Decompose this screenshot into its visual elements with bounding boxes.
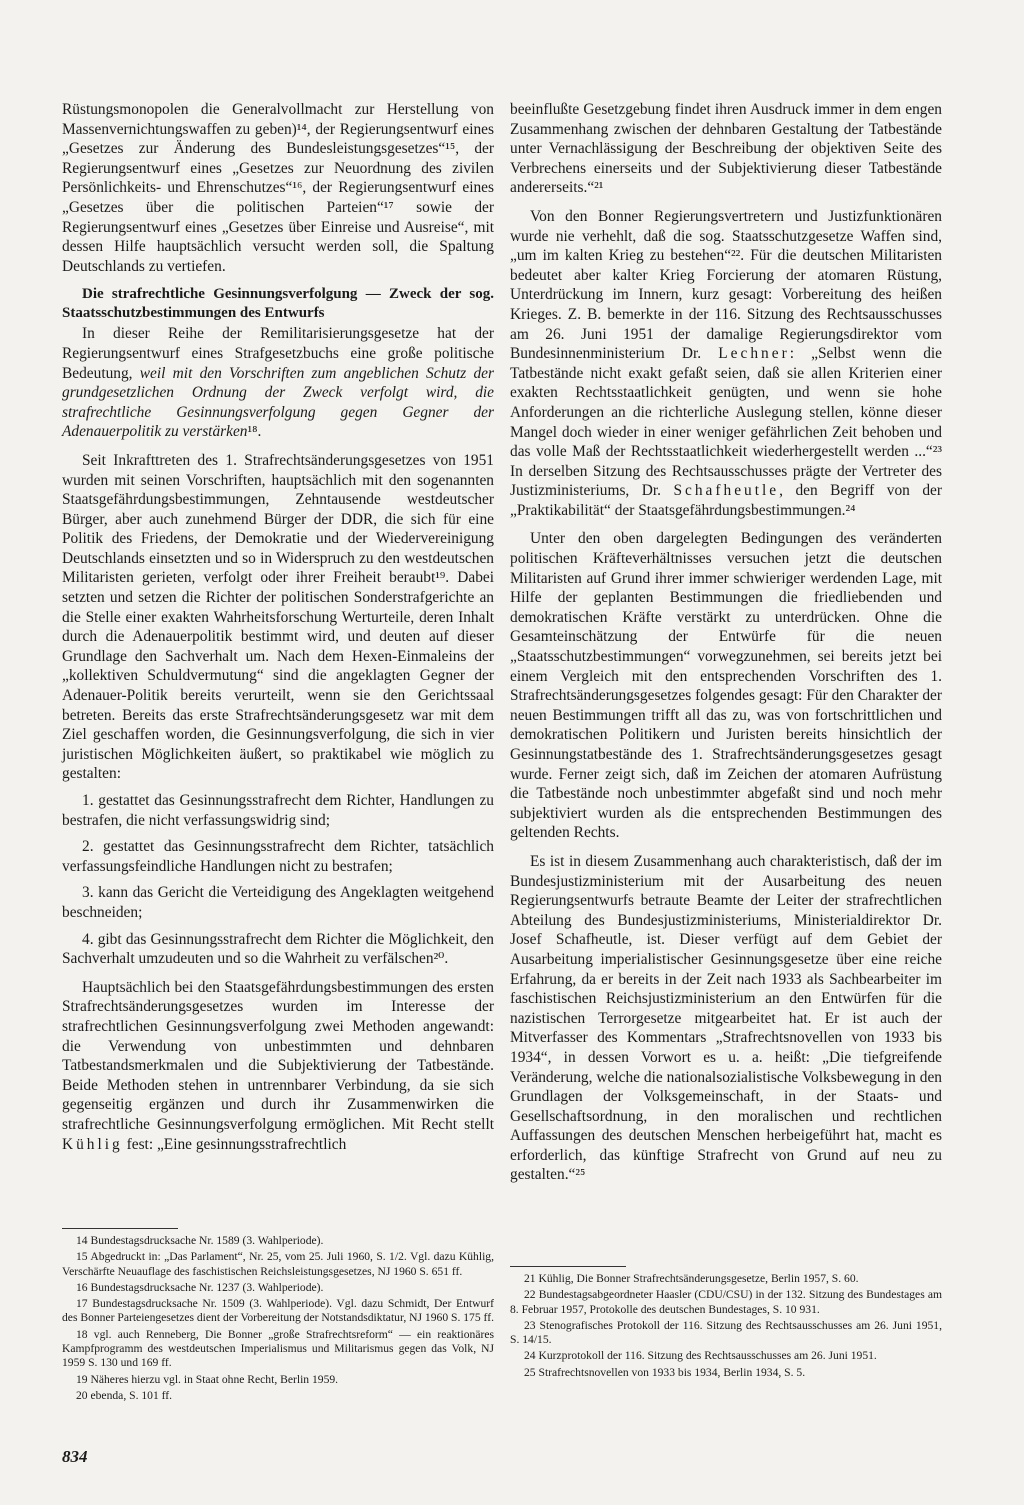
paragraph: Seit Inkrafttreten des 1. Strafrechtsänderungsgesetzes von 1951 wurden mit seinen Vorschriften, hauptsächlich mit den sogenannten Staatsgefährdungsbestimmungen, Zehntausende westdeutscher Bürger, aber auch zunehmend Bürger der DDR, die sich für eine Politik des Friedens, der Demokratie und der Wiedervereinigung Deutschlands einsetzten und so in Widerspruch zu den westdeutschen Militaristen gerieten, verfolgt oder ihrer Freiheit beraubt¹⁹. Dabei setzten und setzen die Richter der politischen Sonderstrafgerichte an die Stelle einer exakten Wahrheitsforschung Werturteile, deren Inhalt durch die Adenauerpolitik bestimmt wird, und deuten auf dieser Grundlage den Sachverhalt um. Nach dem Hexen-Einmaleins der „kollektiven Schuldvermutung“ sind die angeklagten Gegner der Adenauer-Politik bereits verurteilt, wenn sie den Gerichtssaal betreten. Bereits das erste Strafrechtsänderungsgesetz war mit dem Ziel geschaffen worden, die Gesinnungsverfolgung, die sich in vier juristischen Möglichkeiten äußert, so praktikabel wie möglich zu gestalten: — [62, 451, 494, 783]
paragraph — [62, 978, 494, 1154]
footnote: 23 Stenografisches Protokoll der 116. Sitzung des Rechtsausschusses am 26. Juni 1951, S. 14/15. — [510, 1318, 942, 1347]
spaced-name: Kühlig — [62, 1135, 123, 1153]
footnote-rule — [510, 1266, 626, 1267]
paragraph — [510, 207, 942, 521]
paragraph: Unter den oben dargelegten Bedingungen des veränderten politischen Kräfteverhältnisses versuchen jetzt die deutschen Militaristen auf Grund ihrer immer schwieriger werdenden Lage, mit Hilfe der geplanten Bestimmungen die friedliebenden und demokratischen Kräfte verstärkt zu unterdrücken. Ohne die Gesamteinschätzung der Entwürfe für die neuen „Staatsschutzbestimmungen“ vorwegzunehmen, sei bereits jetzt bei einem Vergleich mit den entsprechenden Vorschriften des 1. Strafrechtsänderungsgesetzes folgendes gesagt: Für den Charakter der neuen Bestimmungen trifft all das zu, was von fortschrittlichen und demokratischen Politikern und Juristen bereits hinsichtlich der Gesinnungstatbestände des 1. Strafrechtsänderungsgesetzes gesagt wurde. Ferner zeigt sich, daß im Zeichen der atomaren Aufrüstung die Tatbestände noch unbestimmter abgefaßt sind und noch mehr subjektiviert wurden als die entsprechenden Bestimmungen des geltenden Rechts. — [510, 530, 942, 842]
text-run: , den Begriff von der „Praktikabilität“ der Staatsgefährdungsbestimmungen.²⁴ — [510, 482, 942, 519]
footnote: 15 Abgedruckt in: „Das Parlament“, Nr. 25, vom 25. Juli 1960, S. 1/2. Vgl. dazu Kühlig, Verschärfte Neuauflage des faschistischen Reichsleistungsgesetzes, NJ 1960 S. 651 ff. — [62, 1250, 494, 1278]
list-item: 4. gibt das Gesinnungsstrafrecht dem Richter die Möglichkeit, den Sachverhalt umzudeuten und so die Wahrheit zu verfälschen²⁰. — [62, 930, 494, 968]
list-item: 1. gestattet das Gesinnungsstrafrecht dem Richter, Handlungen zu bestrafen, die nicht verfassungswidrig sind; — [62, 792, 494, 829]
footnote: 25 Strafrechtsnovellen von 1933 bis 1934, Berlin 1934, S. 5. — [524, 1365, 806, 1379]
footnote: 17 Bundestagsdrucksache Nr. 1509 (3. Wahlperiode). Vgl. dazu Schmidt, Der Entwurf des Bonner Parteiengesetzes dient der Vorbereitung der Notstandsdiktatur, NJ 1960 S. 175 ff. — [62, 1297, 494, 1325]
paragraph: Rüstungsmonopolen die Generalvollmacht zur Herstellung von Massenvernichtungswaffen zu geben)¹⁴, der Regierungsentwurf eines „Gesetzes zur Änderung des Bundesleistungsgesetzes“¹⁵, der Regierungsentwurf eines „Gesetzes zur Neuordnung des zivilen Persönlichkeits- und Ehrenschutzes“¹⁶, der Regierungsentwurf eines „Gesetzes über die politischen Parteien“¹⁷ sowie der Regierungsentwurf eines „Gesetzes über Einreise und Ausreise“, mit dessen Hilfe hauptsächlich versucht werden soll, die Spaltung Deutschlands zu vertiefen. — [62, 101, 494, 275]
footnotes-right — [510, 1266, 942, 1382]
text-run: In dieser Reihe der Remilitarisierungsgesetze hat der Regierungsentwurf eines Strafgesetzbuchs eine große politische Bedeutung, — [62, 325, 494, 382]
spaced-name: Schafheutle — [673, 482, 780, 500]
footnote: 21 Kühlig, Die Bonner Strafrechtsänderungsgesetze, Berlin 1957, S. 60. — [524, 1272, 859, 1285]
left-column — [62, 100, 494, 1154]
spaced-name: Lechner — [718, 345, 790, 363]
page-number: 834 — [62, 1447, 88, 1466]
footnote: 18 vgl. auch Renneberg, Die Bonner „große Strafrechtsreform“ — ein reaktionäres Kampfprogramm des westdeutschen Imperialismus und Militarismus gegen das Volk, NJ 1959 S. 130 und 169 ff. — [62, 1327, 494, 1370]
footnote: 19 Näheres hierzu vgl. in Staat ohne Recht, Berlin 1959. — [76, 1372, 339, 1386]
text-run: fest: „Eine gesinnungsstrafrechtlich — [122, 1135, 347, 1153]
footnote-ref: ¹⁸. — [247, 423, 262, 441]
text-run: Von den Bonner Regierungsvertretern und Justizfunktionären wurde nie verhehlt, daß die sog. Staatsschutzgesetze Waffen sind, „um im kalten Krieg zu bestehen“²². Für die deutschen Militaristen bedeutet aber kalter Krieg Forcierung der atomaren Rüstung, Unterdrückung im Innern, kurz gesagt: Vorbereitung des heißen Krieges. Z. B. bemerkte in der 116. Sitzung des Rechtsausschusses am 26. Juni 1951 der damalige Regierungsdirektor vom Bundesinnenministerium Dr. — [510, 207, 942, 363]
text-run: Hauptsächlich bei den Staatsgefährdungsbestimmungen des ersten Strafrechtsänderungsgesetzes wurden im Interesse der strafrechtlichen Gesinnungsverfolgung zwei Methoden angewandt: die Verwendung von unbestimmten und dehnbaren Tatbestandsmerkmalen und die Subjektivierung der Tatbestände. Beide Methoden stehen in untrennbarer Verbindung, da sie sich gegenseitig ergänzen und durch ihr Zusammenwirken die strafrechtliche Gesinnungsverfolgung ermöglichen. Mit Recht stellt — [62, 978, 494, 1133]
paragraph: beeinflußte Gesetzgebung findet ihren Ausdruck immer in dem engen Zusammenhang zwischen der dehnbaren Gestaltung der Tatbestände unter Vernachlässigung der Beschreibung der objektiven Seite des Verbrechens einerseits und der Subjektivierung dieser Tatbestände andererseits.“²¹ — [510, 101, 942, 197]
emphasis-text: weil mit den Vorschriften zum angeblichen Schutz der grundgesetzlichen Ordnung der Zweck verfolgt wird, die strafrechtliche Gesinnungsverfolgung gegen Gegner der Adenauerpolitik zu verstärken — [62, 364, 494, 441]
footnote: 14 Bundestagsdrucksache Nr. 1589 (3. Wahlperiode). — [76, 1234, 324, 1247]
footnote: 22 Bundestagsabgeordneter Haasler (CDU/CSU) in der 132. Sitzung des Bundestages am 8. Februar 1957, Protokolle des deutschen Bundestages, S. 10 931. — [510, 1288, 942, 1316]
section-heading: Die strafrechtliche Gesinnungsverfolgung — Zweck der sog. Staatsschutzbestimmungen des Entwurfs — [62, 286, 494, 322]
right-column — [510, 100, 942, 1185]
paragraph: Es ist in diesem Zusammenhang auch charakteristisch, daß der im Bundesjustizministerium mit der Ausarbeitung des neuen Regierungsentwurfs betraute Beamte der Leiter der strafrechtlichen Abteilung des Bundesjustizministeriums, Ministerialdirektor Dr. Josef Schafheutle, ist. Dieser verfügt auf dem Gebiet der Ausarbeitung imperialistischer Gesinnungsgesetze über eine reiche Erfahrung, da er bereits in der Zeit nach 1933 als Sachbearbeiter im faschistischen Reichsjustizministerium an den Entwürfen für die nazistischen Terrorgesetze mitgearbeitet hat. Er ist auch der Mitverfasser des Kommentars „Strafrechtsnovellen von 1933 bis 1934“, in dessen Vorwort es u. a. heißt: „Die tiefgreifende Veränderung, welche die nationalsozialistische Volksbewegung in den Grundlagen der Volksgemeinschaft, in der Staats- und Gesellschaftsordnung, in den moralischen und rechtlichen Auffassungen des deutschen Menschen herbeigeführt hat, macht es erforderlich, das künftige Strafrecht von Grund auf neu zu gestalten.“²⁵ — [510, 852, 942, 1184]
footnote: 20 ebenda, S. 101 ff. — [76, 1388, 173, 1402]
paragraph — [62, 324, 494, 442]
text-run: : „Selbst wenn die Tatbestände nicht exakt gefaßt seien, daß sie allen Kriterien einer exakten Rechtsstaatlichkeit genügten, und wenn sie hohe Anforderungen an die richterliche Auslegung stellen, könne dieser Mangel doch wieder in einer weniger gefährlichen Zeit behoben und das volle Maß der Rechtsstaatlichkeit wiederhergestellt werden ...“²³ In derselben Sitzung des Rechtsausschusses prägte der Vertreter des Justizministeriums, Dr. — [510, 345, 943, 500]
list-item: 3. kann das Gericht die Verteidigung des Angeklagten weitgehend beschneiden; — [62, 884, 494, 921]
list-item: 2. gestattet das Gesinnungsstrafrecht dem Richter, tatsächlich verfassungsfeindliche Handlungen nicht zu bestrafen; — [62, 838, 494, 875]
footnote-rule — [62, 1228, 178, 1229]
footnote: 16 Bundestagsdrucksache Nr. 1237 (3. Wahlperiode). — [76, 1280, 324, 1294]
footnotes-left — [62, 1228, 494, 1405]
footnote: 24 Kurzprotokoll der 116. Sitzung des Rechtsausschusses am 26. Juni 1951. — [524, 1349, 877, 1363]
